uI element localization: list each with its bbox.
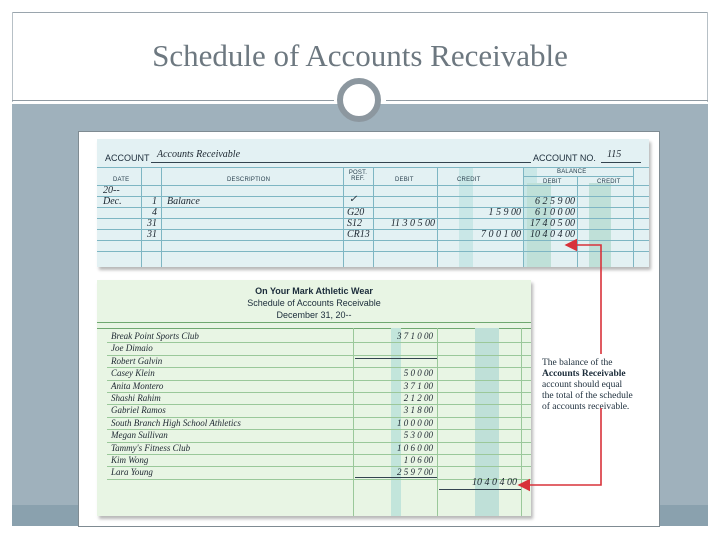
ledger-row-2-post-ref: G20	[347, 207, 365, 218]
ring-ornament-icon	[337, 78, 381, 122]
divider-left	[12, 100, 334, 101]
ledger-row-1-post-ref: ✓	[349, 194, 358, 205]
callout-note	[542, 358, 650, 413]
schedule-customer-amount: 3 7 1 00	[403, 380, 433, 391]
divider-right	[386, 100, 708, 101]
callout-line-1: The balance of the	[542, 358, 613, 368]
arrow-to-schedule-total	[519, 408, 601, 485]
schedule-row-divider	[107, 380, 531, 381]
schedule-customer-amount: 5 3 0 00	[403, 430, 433, 441]
ledger-year: 20--	[103, 185, 120, 196]
schedule-customer-amount: 2 1 2 00	[403, 393, 433, 403]
ledger-row-3-day: 31	[147, 218, 157, 229]
header-balance-credit: CREDIT	[597, 179, 621, 185]
schedule-row-divider	[107, 355, 531, 356]
ledger-row-1-month: Dec.	[103, 196, 122, 207]
schedule-company: On Your Mark Athletic Wear	[255, 286, 373, 296]
schedule-customer-name: Gabriel Ramos	[111, 405, 166, 416]
schedule-card	[97, 280, 531, 516]
schedule-title: Schedule of Accounts Receivable	[247, 298, 381, 308]
ledger-row-2-balance: 6 1 0 0 00	[535, 207, 575, 218]
account-label: ACCOUNT	[105, 153, 150, 163]
ledger-row-1-day: 1	[152, 196, 157, 207]
frame-top-rule	[12, 12, 708, 13]
header-date: DATE	[113, 177, 130, 183]
header-description: DESCRIPTION	[227, 177, 271, 183]
schedule-date: December 31, 20--	[276, 310, 352, 320]
callout-line-4: of accounts receivable.	[542, 402, 630, 412]
schedule-row-divider	[107, 367, 531, 368]
schedule-customer-name: Casey Klein	[111, 368, 155, 379]
header-debit: DEBIT	[395, 177, 414, 183]
schedule-row-divider	[107, 454, 531, 455]
ledger-row-4-credit: 7 0 0 1 00	[481, 229, 521, 240]
callout-line-3: the total of the schedule	[542, 391, 633, 401]
schedule-customer-name: Shashi Rahim	[111, 393, 161, 403]
figure-panel	[78, 131, 660, 527]
schedule-customer-name: Lara Young	[111, 467, 153, 478]
header-post-ref: POST. REF.	[348, 170, 368, 182]
schedule-customer-name: Joe Dimaio	[111, 343, 153, 354]
schedule-customer-amount: 1 0 6 0 00	[397, 442, 433, 453]
ledger-row-3-post-ref: S12	[347, 218, 362, 229]
schedule-row-divider	[107, 429, 531, 430]
schedule-customer-name: Break Point Sports Club	[111, 331, 199, 341]
slide-title: Schedule of Accounts Receivable	[152, 38, 568, 73]
ledger-row-3-debit: 11 3 0 5 00	[390, 218, 435, 229]
schedule-customer-amount: 3 1 8 00	[403, 405, 433, 416]
schedule-total: 10 4 0 4 00	[472, 477, 517, 488]
schedule-customer-name: Tammy's Fitness Club	[111, 442, 191, 453]
schedule-row-divider	[107, 466, 531, 467]
schedule-customer-amount: 3 7 1 0 00	[397, 331, 433, 341]
ledger-row-1-item: Balance	[167, 196, 200, 207]
schedule-customer-name: Robert Galvin	[111, 355, 163, 366]
schedule-customer-name: Anita Montero	[111, 380, 164, 391]
schedule-customer-name: South Branch High School Athletics	[111, 417, 241, 428]
ledger-row-4-post-ref: CR13	[347, 229, 370, 240]
header-balance-debit: DEBIT	[543, 179, 562, 185]
schedule-customer-amount: 1 0 6 00	[403, 455, 433, 465]
ledger-row-3-balance: 17 4 0 5 00	[530, 218, 575, 229]
schedule-row-divider	[107, 392, 531, 393]
ledger-row-2-credit: 1 5 9 00	[488, 207, 521, 218]
account-no-label: ACCOUNT NO.	[533, 153, 596, 163]
schedule-customer-amount: 2 5 9 7 00	[397, 467, 433, 478]
ledger-row-4-balance: 10 4 0 4 00	[530, 229, 575, 240]
schedule-customer-amount: 5 0 0 00	[403, 368, 433, 379]
schedule-row-divider	[107, 342, 531, 343]
callout-line-bold: Accounts Receivable	[542, 369, 626, 379]
ledger-row-4-day: 31	[147, 229, 157, 240]
callout-line-2: account should equal	[542, 380, 623, 390]
ledger-account-card	[97, 139, 649, 267]
ledger-row-2-day: 4	[152, 207, 157, 218]
header-balance: BALANCE	[557, 169, 587, 175]
header-credit: CREDIT	[457, 177, 481, 183]
account-number: 115	[607, 149, 622, 160]
schedule-customer-name: Kim Wong	[111, 455, 149, 465]
schedule-customer-amount: 1 0 0 0 00	[397, 417, 433, 428]
schedule-customer-name: Megan Sullivan	[111, 430, 168, 441]
account-name: Accounts Receivable	[157, 149, 241, 160]
schedule-row-divider	[107, 404, 531, 405]
ledger-row-1-balance: 6 2 5 9 00	[535, 196, 575, 207]
